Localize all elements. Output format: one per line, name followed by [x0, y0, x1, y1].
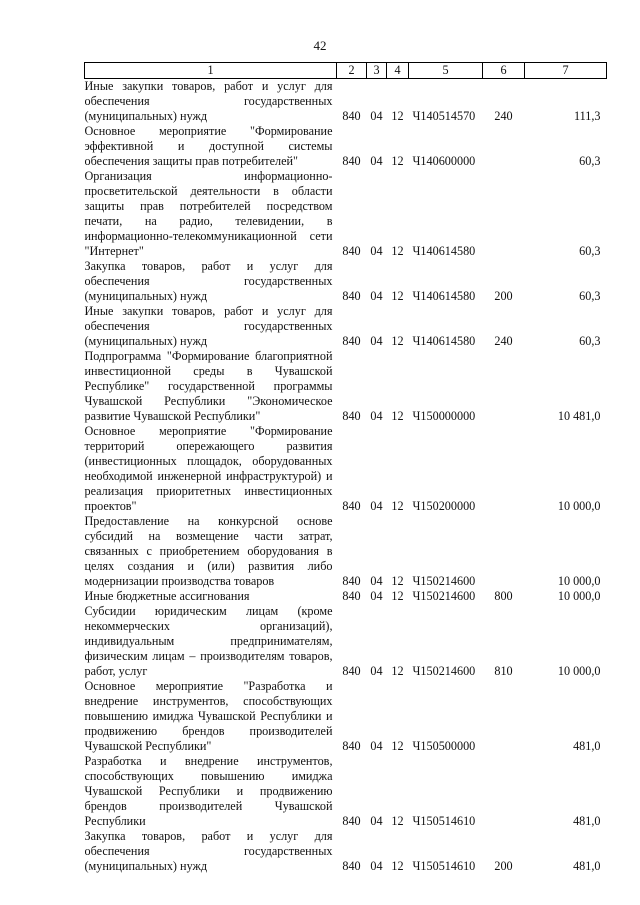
row-name: Основное мероприятие "Разработка и внедрение инструментов, способствующих повышению имиджа Чувашской Республики и продвижению брендов производителей Чувашской Республики"	[84, 679, 333, 753]
row-target-code: Ч150500000	[412, 739, 476, 753]
col-header-7: 7	[525, 63, 607, 79]
row-expense-type	[483, 424, 525, 514]
row-target-code: Ч140600000	[412, 154, 476, 168]
table-row	[85, 169, 607, 259]
row-ministry: 840	[342, 154, 361, 168]
row-section: 04	[370, 244, 383, 258]
row-amount: 10 000,0	[557, 589, 601, 603]
col-header-6: 6	[483, 63, 525, 79]
row-ministry: 840	[342, 859, 361, 873]
row-amount: 60,3	[579, 334, 601, 348]
table-row	[85, 604, 607, 679]
row-section: 04	[370, 289, 383, 303]
row-section: 04	[370, 499, 383, 513]
table-row	[85, 424, 607, 514]
row-amount: 60,3	[579, 154, 601, 168]
row-expense-type	[483, 169, 525, 259]
col-header-2: 2	[337, 63, 367, 79]
row-ministry: 840	[342, 589, 361, 603]
table-row	[85, 304, 607, 349]
row-name: Иные бюджетные ассигнования	[84, 589, 250, 603]
row-subsection: 12	[391, 499, 404, 513]
row-target-code: Ч140614580	[412, 289, 476, 303]
row-ministry: 840	[342, 814, 361, 828]
col-header-4: 4	[387, 63, 409, 79]
row-expense-type: 800	[494, 589, 513, 603]
row-expense-type	[483, 349, 525, 424]
col-header-1: 1	[85, 63, 337, 79]
row-amount: 60,3	[579, 244, 601, 258]
row-ministry: 840	[342, 664, 361, 678]
row-ministry: 840	[342, 409, 361, 423]
table-row	[85, 679, 607, 754]
budget-table	[84, 62, 607, 874]
row-target-code: Ч150514610	[412, 859, 476, 873]
row-target-code: Ч140614580	[412, 334, 476, 348]
row-expense-type: 200	[494, 859, 513, 873]
table-row	[85, 259, 607, 304]
row-name: Закупка товаров, работ и услуг для обеспечения государственных (муниципальных) нужд	[84, 259, 333, 303]
row-amount: 481,0	[573, 739, 601, 753]
row-section: 04	[370, 409, 383, 423]
table-row	[85, 514, 607, 589]
row-target-code: Ч140614580	[412, 244, 476, 258]
row-target-code: Ч150214600	[412, 664, 476, 678]
row-subsection: 12	[391, 589, 404, 603]
table-row	[85, 349, 607, 424]
row-name: Организация информационно-просветительской деятельности в области защиты прав потребителей посредством печати, на радио, телевидении, в информационно-телекоммуникационной сети "Интернет"	[84, 169, 333, 258]
row-name: Субсидии юридическим лицам (кроме некоммерческих организаций), индивидуальным предпринимателям, физическим лицам – производителям товаров, работ, услуг	[84, 604, 333, 678]
row-amount: 111,3	[573, 109, 601, 123]
row-target-code: Ч150200000	[412, 499, 476, 513]
table-row	[85, 589, 607, 604]
row-ministry: 840	[342, 109, 361, 123]
row-section: 04	[370, 739, 383, 753]
col-header-5: 5	[409, 63, 483, 79]
row-name: Разработка и внедрение инструментов, способствующих повышению имиджа Чувашской Республики и продвижению брендов производителей Чувашской Республики	[84, 754, 333, 828]
table-row	[85, 79, 607, 125]
row-ministry: 840	[342, 739, 361, 753]
row-subsection: 12	[391, 574, 404, 588]
row-name: Иные закупки товаров, работ и услуг для обеспечения государственных (муниципальных) нужд	[84, 79, 333, 123]
header-row	[85, 63, 607, 79]
row-amount: 10 481,0	[557, 409, 601, 423]
row-amount: 10 000,0	[557, 499, 601, 513]
row-name: Основное мероприятие "Формирование территорий опережающего развития (инвестиционных площадок, оборудованных необходимой инженерной инфраструктурой) и реализация приоритетных инвестиционных проектов"	[84, 424, 333, 513]
table-row	[85, 124, 607, 169]
row-target-code: Ч140514570	[412, 109, 476, 123]
row-ministry: 840	[342, 499, 361, 513]
row-expense-type	[483, 514, 525, 589]
row-expense-type: 240	[494, 109, 513, 123]
row-subsection: 12	[391, 244, 404, 258]
row-subsection: 12	[391, 814, 404, 828]
table-row	[85, 829, 607, 874]
row-amount: 481,0	[573, 859, 601, 873]
row-target-code: Ч150214600	[412, 574, 476, 588]
row-subsection: 12	[391, 859, 404, 873]
row-section: 04	[370, 664, 383, 678]
row-ministry: 840	[342, 289, 361, 303]
row-expense-type	[483, 754, 525, 829]
row-section: 04	[370, 574, 383, 588]
row-ministry: 840	[342, 574, 361, 588]
row-ministry: 840	[342, 244, 361, 258]
row-name: Предоставление на конкурсной основе субсидий на возмещение части затрат, связанных с приобретением оборудования в целях создания и (или) развития либо модернизации производства товаров	[84, 514, 333, 588]
row-subsection: 12	[391, 739, 404, 753]
row-amount: 10 000,0	[557, 574, 601, 588]
col-header-3: 3	[367, 63, 387, 79]
row-section: 04	[370, 109, 383, 123]
row-amount: 10 000,0	[557, 664, 601, 678]
row-expense-type: 240	[494, 334, 513, 348]
row-amount: 60,3	[579, 289, 601, 303]
row-section: 04	[370, 589, 383, 603]
row-expense-type	[483, 124, 525, 169]
row-name: Основное мероприятие "Формирование эффективной и доступной системы обеспечения защиты прав потребителей"	[84, 124, 333, 168]
row-expense-type: 200	[494, 289, 513, 303]
row-subsection: 12	[391, 334, 404, 348]
row-section: 04	[370, 859, 383, 873]
row-subsection: 12	[391, 409, 404, 423]
row-target-code: Ч150214600	[412, 589, 476, 603]
row-expense-type: 810	[494, 664, 513, 678]
row-target-code: Ч150000000	[412, 409, 476, 423]
row-subsection: 12	[391, 289, 404, 303]
row-name: Закупка товаров, работ и услуг для обеспечения государственных (муниципальных) нужд	[84, 829, 333, 873]
row-subsection: 12	[391, 154, 404, 168]
row-section: 04	[370, 334, 383, 348]
row-section: 04	[370, 814, 383, 828]
row-section: 04	[370, 154, 383, 168]
row-name: Иные закупки товаров, работ и услуг для обеспечения государственных (муниципальных) нужд	[84, 304, 333, 348]
row-expense-type	[483, 679, 525, 754]
row-target-code: Ч150514610	[412, 814, 476, 828]
table-row	[85, 754, 607, 829]
row-subsection: 12	[391, 664, 404, 678]
page-number: 42	[313, 38, 327, 53]
row-subsection: 12	[391, 109, 404, 123]
row-amount: 481,0	[573, 814, 601, 828]
row-name: Подпрограмма "Формирование благоприятной инвестиционной среды в Чувашской Республике" государственной программы Чувашской Республики "Экономическое развитие Чувашской Республики"	[84, 349, 333, 423]
row-ministry: 840	[342, 334, 361, 348]
